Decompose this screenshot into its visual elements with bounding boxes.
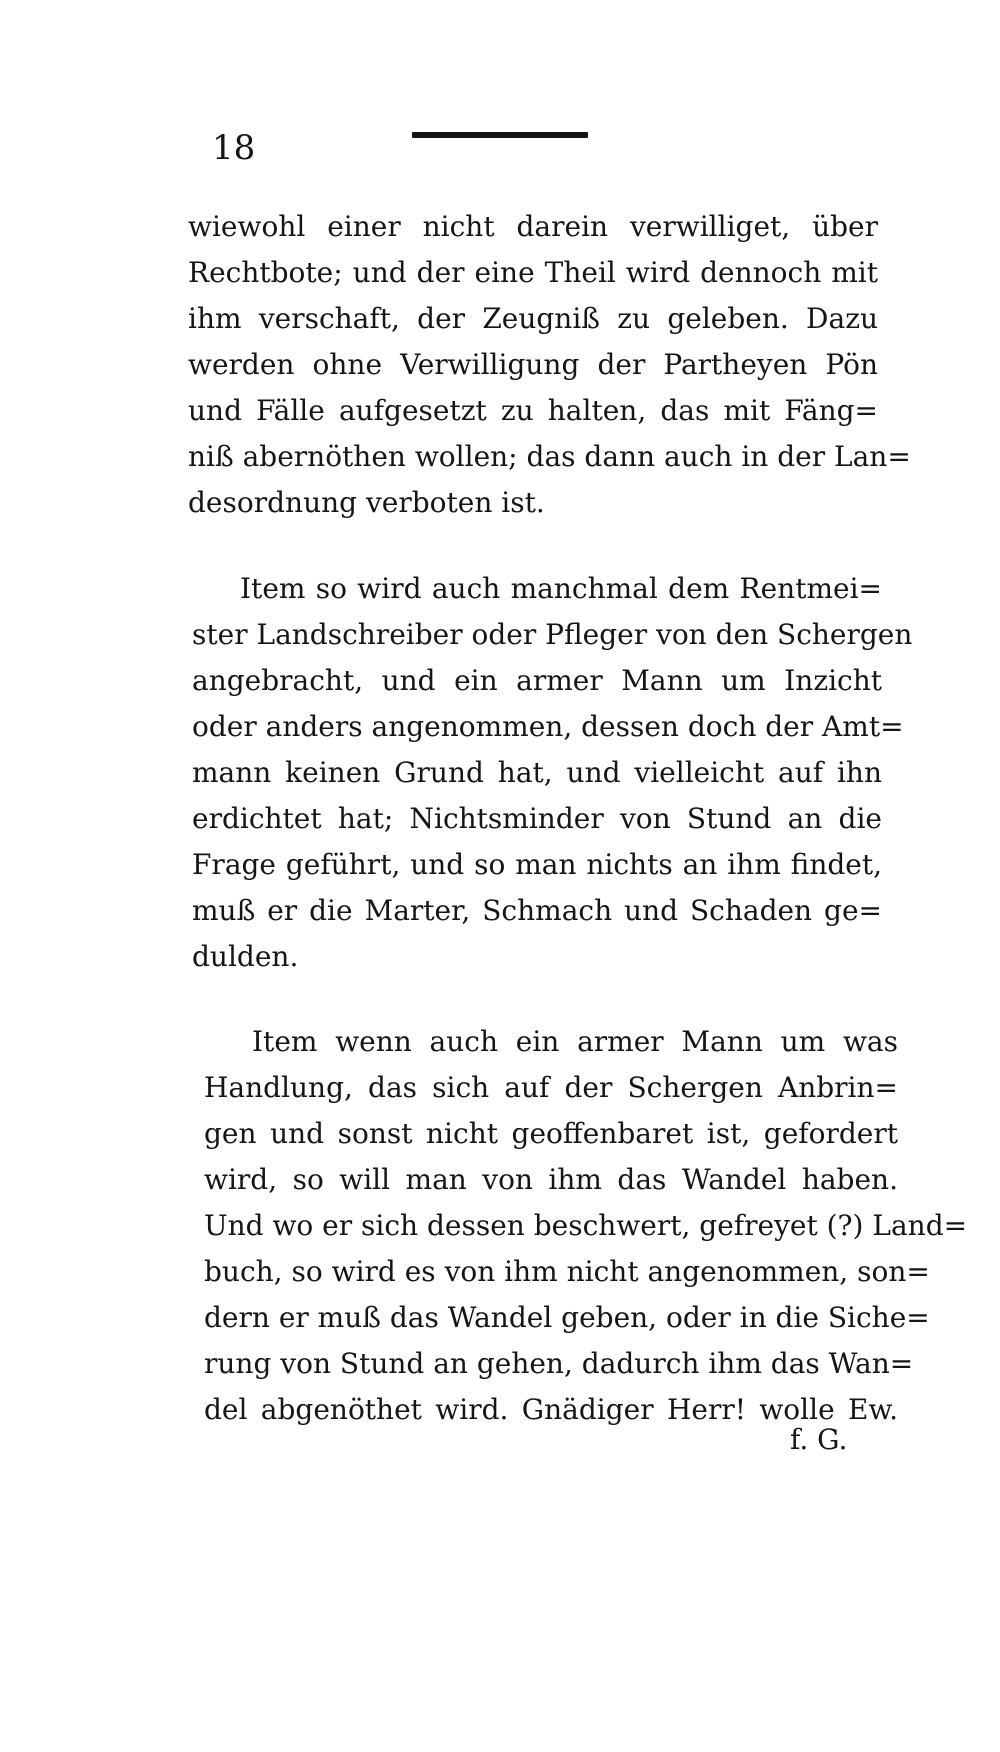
text-line: ihm verschaft, der Zeugniß zu geleben. Dazu bbox=[188, 302, 878, 335]
text-line: Frage geführt, und so man nichts an ihm findet, bbox=[192, 848, 882, 881]
text-line: muß er die Marter, Schmach und Schaden ge= bbox=[192, 894, 882, 927]
text-line: buch, so wird es von ihm nicht angenommen, son= bbox=[204, 1255, 930, 1288]
text-line: desordnung verboten ist. bbox=[188, 486, 545, 519]
text-line: dern er muß das Wandel geben, oder in die Siche= bbox=[204, 1301, 930, 1334]
text-line: werden ohne Verwilligung der Partheyen Pön bbox=[188, 348, 878, 381]
paragraph-1 bbox=[188, 204, 911, 526]
paragraph-2 bbox=[192, 566, 913, 980]
text-line: ster Landschreiber oder Pfleger von den Schergen bbox=[192, 618, 913, 651]
text-line: erdichtet hat; Nichtsminder von Stund an die bbox=[192, 802, 882, 835]
text-line: Handlung, das sich auf der Schergen Anbrin= bbox=[204, 1071, 898, 1104]
text-line: gen und sonst nicht geoffenbaret ist, gefordert bbox=[204, 1117, 898, 1150]
text-line: Und wo er sich dessen beschwert, gefreyet (?) Land= bbox=[204, 1209, 968, 1242]
text-line: angebracht, und ein armer Mann um Inzicht bbox=[192, 664, 882, 697]
text-line: dulden. bbox=[192, 940, 299, 973]
text-line: niß abernöthen wollen; das dann auch in der Lan= bbox=[188, 440, 911, 473]
text-line: oder anders angenommen, dessen doch der Amt= bbox=[192, 710, 904, 743]
text-line: Rechtbote; und der eine Theil wird dennoch mit bbox=[188, 256, 878, 289]
text-line: wiewohl einer nicht darein verwilliget, über bbox=[188, 210, 878, 243]
paragraph-3 bbox=[204, 1019, 968, 1433]
text-line: und Fälle aufgesetzt zu halten, das mit Fäng= bbox=[188, 394, 878, 427]
page-number: 18 bbox=[212, 128, 256, 168]
signature-line: f. G. bbox=[790, 1423, 848, 1456]
header-rule bbox=[412, 132, 588, 138]
text-line: mann keinen Grund hat, und vielleicht auf ihn bbox=[192, 756, 882, 789]
text-line: del abgenöthet wird. Gnädiger Herr! wolle Ew. bbox=[204, 1393, 898, 1426]
text-line: Item wenn auch ein armer Mann um was bbox=[252, 1025, 898, 1058]
text-line: rung von Stund an gehen, dadurch ihm das Wan= bbox=[204, 1347, 914, 1380]
text-line: Item so wird auch manchmal dem Rentmei= bbox=[240, 572, 882, 605]
text-line: wird, so will man von ihm das Wandel haben. bbox=[204, 1163, 898, 1196]
